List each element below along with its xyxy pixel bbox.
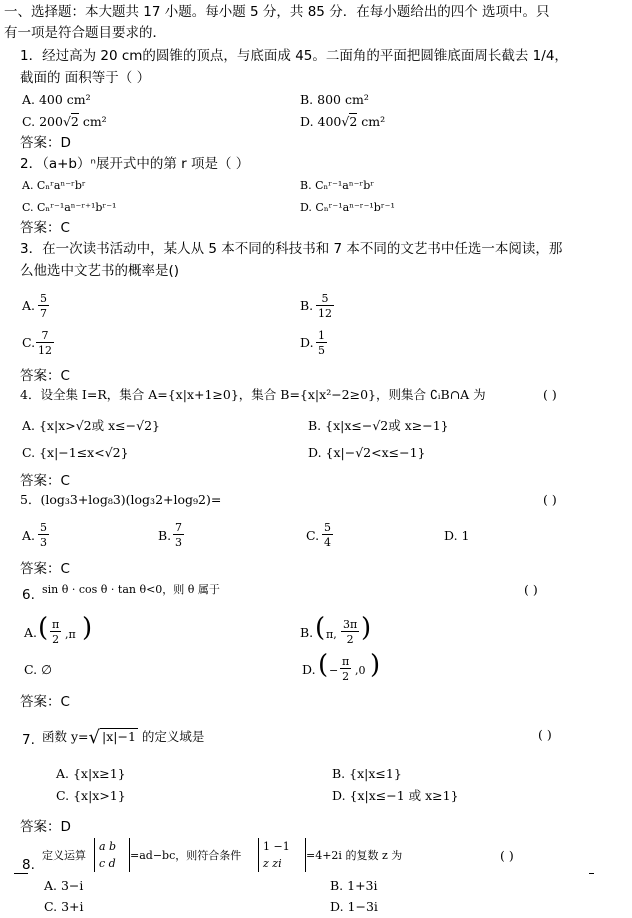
q1-option-a: A. 400 cm²: [22, 92, 91, 107]
sqrt-icon: √: [62, 114, 71, 129]
q5-option-c-label: C.: [306, 528, 320, 543]
q7-option-a: A. {x|x≥1}: [56, 766, 126, 781]
q2-option-d: D. Cₙʳ⁻¹aⁿ⁻ʳ⁻¹bʳ⁻¹: [300, 201, 395, 214]
q8-determinant-2: 1 −1 z zi: [258, 838, 306, 872]
q3-option-c-fraction: $\frac{7}{12}$: [38, 329, 52, 357]
q1-option-d: D. 400√2 cm²: [300, 114, 386, 129]
q8-option-b: B. 1+3i: [330, 878, 378, 893]
q6-option-b-label: B.: [300, 625, 314, 640]
q2-answer: 答案：C: [20, 220, 70, 236]
q3-option-b-fraction: $\frac{5}{12}$: [318, 292, 332, 320]
q2-option-b: B. Cₙʳ⁻¹aⁿ⁻ʳbʳ: [300, 179, 375, 192]
section-header-line1: 一、选择题：本大题共 17 小题。每小题 5 分，共 85 分．在每小题给出的四个 选项中。只: [4, 4, 550, 20]
q3-option-c-label: C.: [22, 335, 36, 350]
q6-option-a-fraction: $\frac{\pi}{2}$: [52, 618, 60, 646]
q6-answer: 答案：C: [20, 694, 70, 710]
q6-option-d-lparen: (: [318, 650, 329, 680]
q8-answer-paren: ( ): [500, 848, 514, 863]
q3-stem-line2: 么他选中文艺书的概率是(): [20, 263, 180, 279]
q6-option-a-label: A.: [24, 625, 38, 640]
q3-option-a-label: A.: [22, 298, 36, 313]
q1-option-c: C. 200√2 cm²: [22, 114, 107, 129]
q7-option-c: C. {x|x>1}: [56, 788, 126, 803]
q4-option-a: A. {x|x>√2或 x≤−√2}: [22, 418, 160, 433]
q4-answer: 答案：C: [20, 473, 70, 489]
q5-option-b-label: B.: [158, 528, 172, 543]
sqrt-icon: √: [341, 114, 350, 129]
q7-number: 7.: [22, 732, 35, 748]
q8-option-a: A. 3−i: [44, 878, 84, 893]
q6-option-b-lparen: (: [315, 613, 326, 643]
q6-option-d-head: −: [329, 664, 339, 677]
q5-stem: 5．(log₃3+log₈3)(log₃2+log₉2)=: [20, 492, 222, 507]
q8-stem-prefix: 定义运算: [42, 849, 86, 862]
q6-option-d-fraction: $\frac{\pi}{2}$: [342, 655, 350, 683]
q7-stem: 函数 y=√ |x|−1 的定义域是: [42, 727, 205, 748]
q1-answer: 答案：D: [20, 135, 71, 151]
q6-option-a-lparen: (: [38, 613, 49, 643]
q1-stem-line1: 1．经过高为 20 cm的圆锥的顶点，与底面成 45。二面角的平面把圆锥底面周长截去 1/4，: [20, 48, 568, 64]
q2-option-c: C. Cₙʳ⁻¹aⁿ⁻ʳ⁺¹bʳ⁻¹: [22, 201, 117, 214]
q4-option-d: D. {x|−√2<x≤−1}: [308, 445, 426, 460]
q6-option-a-tail: ,π: [65, 628, 76, 641]
q3-stem-line1: 3．在一次读书活动中，某人从 5 本不同的科技书和 7 本不同的文艺书中任选一本阅读，那: [20, 241, 563, 257]
q5-option-b-fraction: $\frac{7}{3}$: [175, 521, 182, 549]
q5-option-c-fraction: $\frac{5}{4}$: [324, 521, 331, 549]
q6-option-b-fraction: $\frac{3\pi}{2}$: [343, 618, 358, 646]
q7-option-d: D. {x|x≤−1 或 x≥1}: [332, 788, 459, 803]
q6-option-d-rparen: ): [370, 650, 381, 680]
q5-answer-paren: ( ): [543, 492, 557, 507]
q6-stem: sin θ · cos θ · tan θ<0，则 θ 属于: [42, 583, 220, 596]
q7-answer: 答案：D: [20, 819, 71, 835]
q3-option-d-label: D.: [300, 335, 314, 350]
q5-option-d: D. 1: [444, 528, 470, 543]
q8-option-c: C. 3+i: [44, 899, 84, 914]
q6-option-b-rparen: ): [361, 613, 372, 643]
q6-option-a-rparen: ): [82, 613, 93, 643]
q2-stem: 2．（a+b）ⁿ展开式中的第 r 项是（ ）: [20, 156, 250, 172]
right-margin-mark: [589, 873, 594, 874]
q5-answer: 答案：C: [20, 561, 70, 577]
q3-option-b-label: B.: [300, 298, 314, 313]
q7-option-b: B. {x|x≤1}: [332, 766, 402, 781]
q2-option-a: A. Cₙʳaⁿ⁻ʳbʳ: [22, 179, 86, 192]
q6-option-d-label: D.: [302, 662, 316, 677]
q3-answer: 答案：C: [20, 368, 70, 384]
q8-stem-suffix: =4+2i 的复数 z 为: [306, 849, 403, 862]
q8-determinant-1: a b c d: [94, 838, 130, 872]
q4-option-b: B. {x|x≤−√2或 x≥−1}: [308, 418, 449, 433]
section-header-line2: 有一项是符合题目要求的．: [4, 25, 166, 41]
q8-number: 8.: [22, 857, 35, 873]
q1-option-b: B. 800 cm²: [300, 92, 369, 107]
q6-number: 6.: [22, 587, 35, 603]
q6-option-d-tail: ,0: [355, 664, 366, 677]
q4-answer-paren: ( ): [543, 387, 557, 402]
q6-option-c: C. ∅: [24, 662, 52, 677]
q5-option-a-label: A.: [22, 528, 36, 543]
q6-answer-paren: ( ): [524, 582, 538, 597]
q8-option-d: D. 1−3i: [330, 899, 378, 914]
q7-answer-paren: ( ): [538, 727, 552, 742]
q3-option-a-fraction: $\frac{5}{7}$: [40, 292, 47, 320]
sqrt-icon: √: [88, 727, 100, 748]
q4-stem: 4．设全集 I=R，集合 A={x|x+1≥0}，集合 B={x|x²−2≥0}，则集合 ∁ᵢB∩A 为: [20, 387, 486, 402]
q8-stem-middle: =ad−bc，则符合条件: [130, 849, 242, 862]
left-margin-mark: [14, 873, 28, 874]
q1-stem-line2: 截面的 面积等于（ ）: [20, 70, 151, 86]
q3-option-d-fraction: $\frac{1}{5}$: [318, 329, 325, 357]
q6-option-b-head: π,: [326, 628, 337, 641]
q5-option-a-fraction: $\frac{5}{3}$: [40, 521, 47, 549]
q4-option-c: C. {x|−1≤x<√2}: [22, 445, 129, 460]
